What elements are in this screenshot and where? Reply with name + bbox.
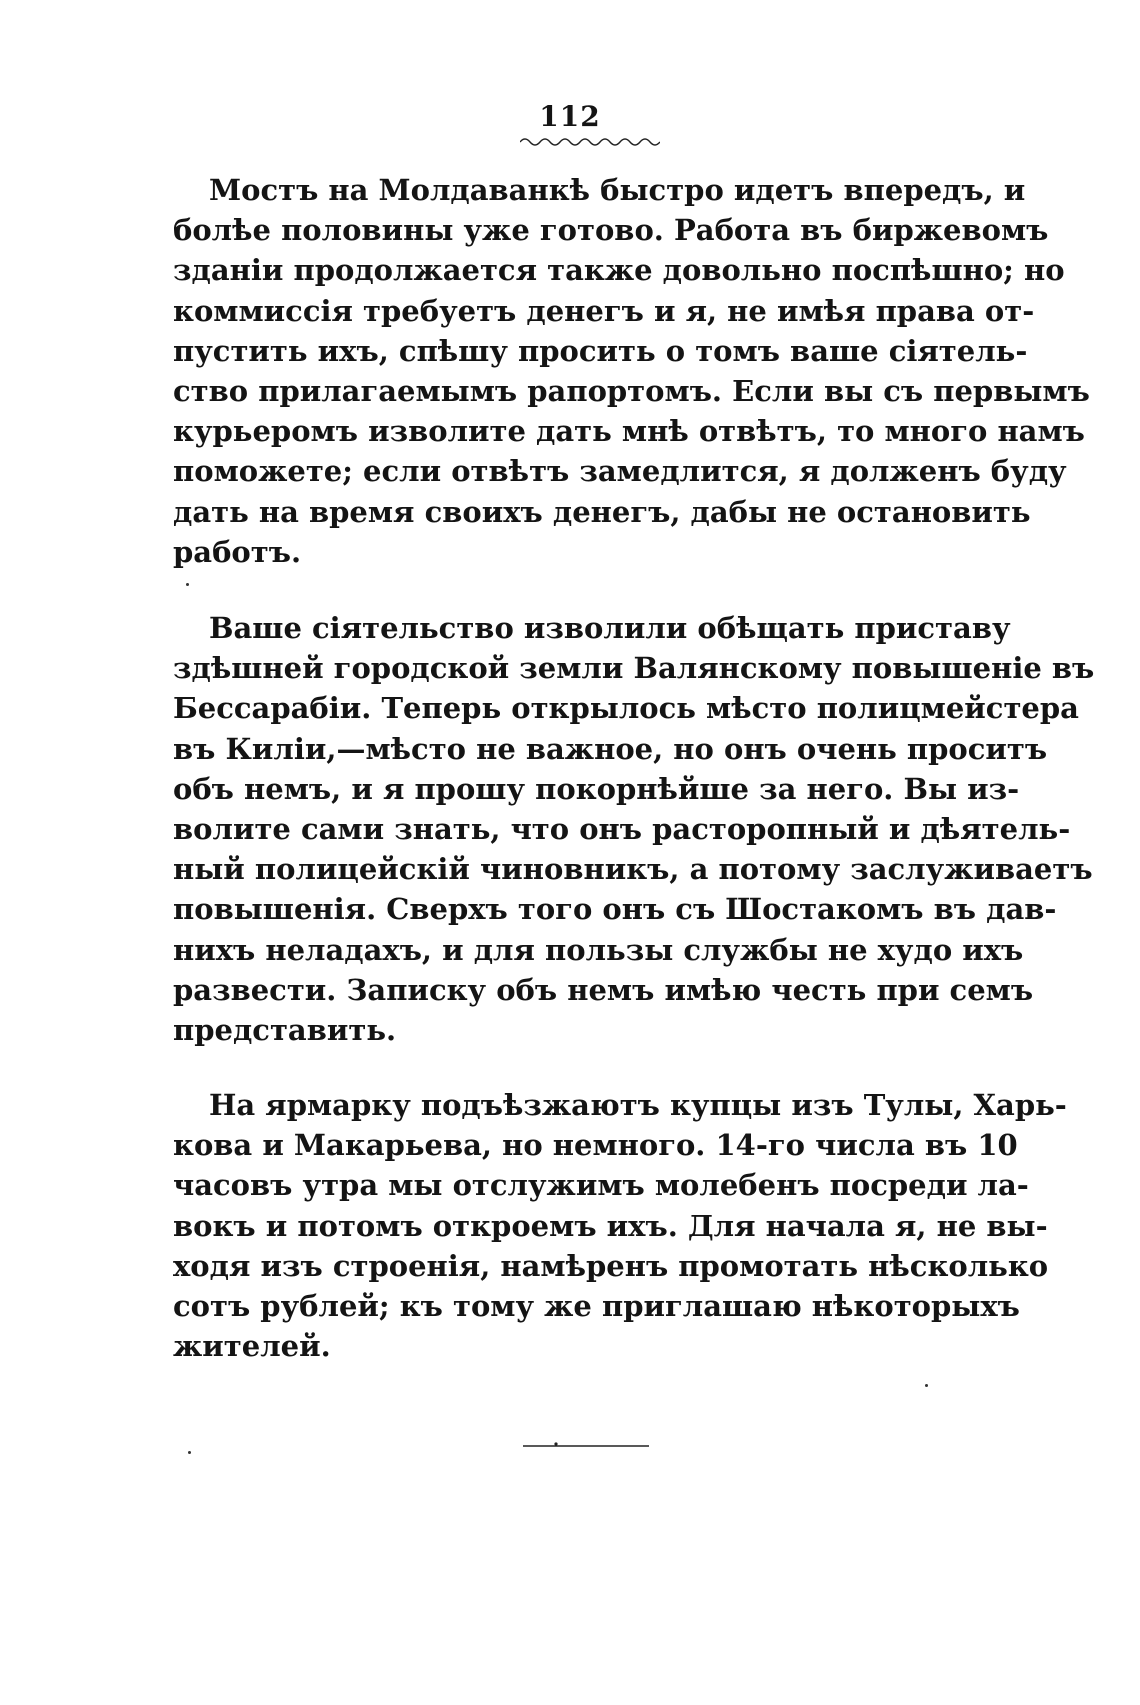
text-line: представить. [173,1013,397,1048]
text-line: повышенія. Сверхъ того онъ съ Шостакомъ въ дав- [173,892,1057,927]
text-line: здѣшней городской земли Валянскому повышеніе въ [173,651,1095,686]
paragraph-2 [173,608,1095,1050]
wavy-ornament [520,136,660,146]
print-speck [925,1384,928,1387]
text-line: вокъ и потомъ откроемъ ихъ. Для начала я, не вы- [173,1208,1048,1243]
text-line: часовъ утра мы отслужимъ молебенъ посреди ла- [173,1168,1029,1203]
text-line: сотъ рублей; къ тому же приглашаю нѣкоторыхъ [173,1289,1020,1324]
text-line: жителей. [173,1329,331,1364]
end-rule-ornament [523,1441,649,1451]
text-line: курьеромъ изволите дать мнѣ отвѣтъ, то много намъ [173,414,1085,449]
print-speck [186,583,189,586]
print-speck [188,1451,191,1454]
text-line: поможете; если отвѣтъ замедлится, я долженъ буду [173,454,1067,489]
text-line: развести. Записку объ немъ имѣю честь при семъ [173,972,1034,1007]
text-line: кова и Макарьева, но немного. 14-го числа въ 10 [173,1128,1018,1163]
text-line: пустить ихъ, спѣшу просить о томъ ваше сіятель- [173,333,1028,368]
text-line: Ваше сіятельство изволили обѣщать приставу [209,611,1011,645]
paragraph-1 [173,170,1090,572]
text-line: въ Киліи,—мѣсто не важное, но онъ очень проситъ [173,731,1048,766]
text-line: ный полицейскій чиновникъ, а потому заслуживаетъ [173,852,1093,887]
text-line: ходя изъ строенія, намѣренъ промотать нѣсколько [173,1248,1049,1283]
text-line: Бессарабіи. Теперь открылось мѣсто полицмейстера [173,691,1079,726]
text-line: ство прилагаемымъ рапортомъ. Если вы съ первымъ [173,374,1090,409]
text-line: Мостъ на Молдаванкѣ быстро идетъ впередъ, и [209,173,1026,207]
text-line: зданіи продолжается также довольно поспѣшно; но [173,253,1065,288]
text-line: работъ. [173,534,302,569]
text-line: нихъ неладахъ, и для пользы службы не худо ихъ [173,932,1024,967]
page-number: 112 [539,100,601,133]
text-line: коммиссія требуетъ денегъ и я, не имѣя права от- [173,293,1035,328]
paragraph-3 [173,1085,1067,1366]
text-line: На ярмарку подъѣзжаютъ купцы изъ Тулы, Харь- [209,1088,1067,1122]
text-line: дать на время своихъ денегъ, дабы не остановить [173,494,1031,529]
text-line: волите сами знать, что онъ расторопный и дѣятель- [173,812,1071,847]
text-line: объ немъ, и я прошу покорнѣйше за него. Вы из- [173,771,1020,806]
text-line: болѣе половины уже готово. Работа въ биржевомъ [173,213,1049,248]
